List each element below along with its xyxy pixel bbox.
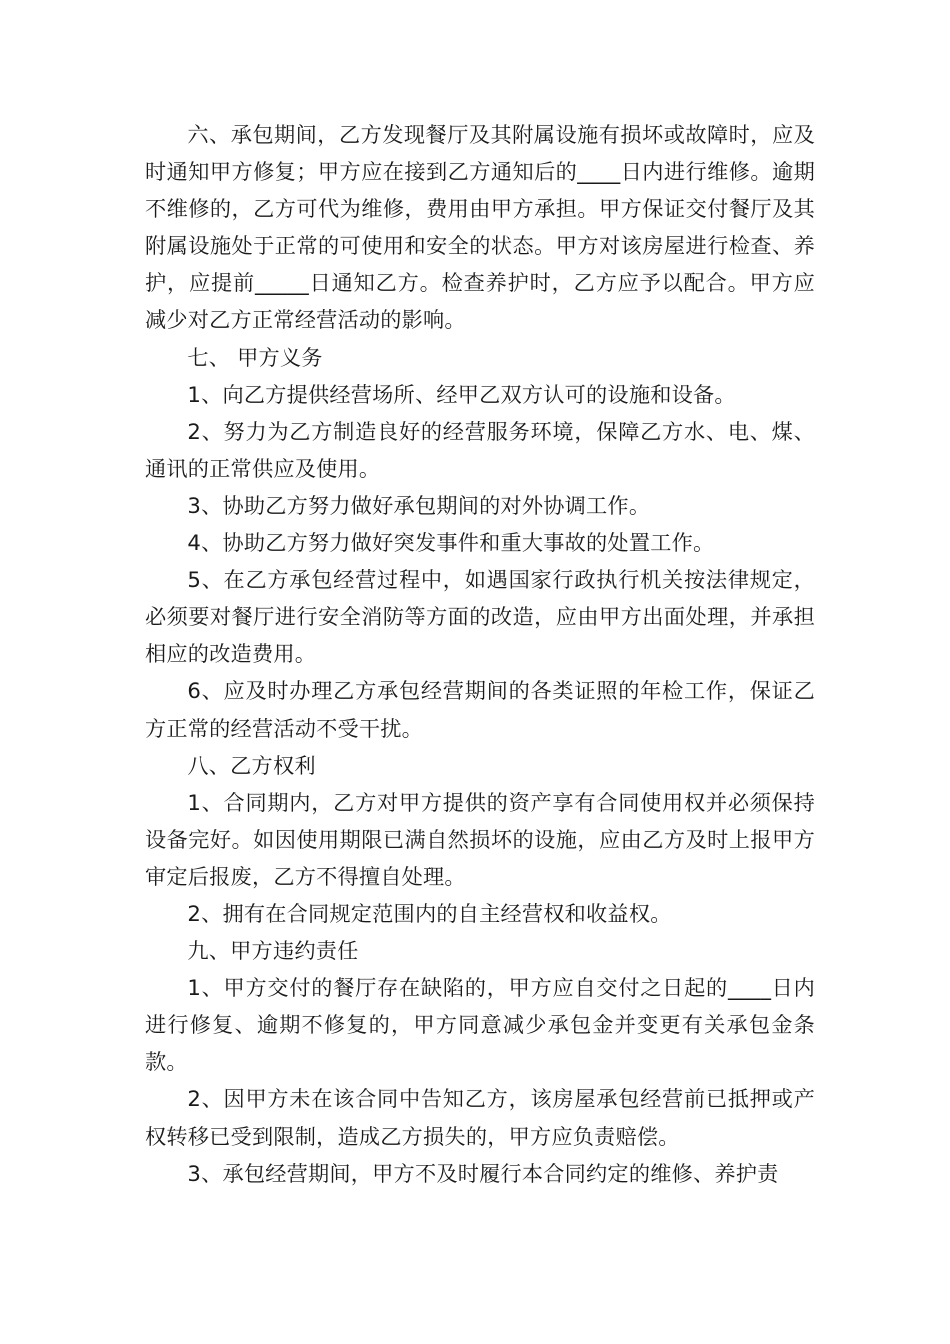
paragraph-obligation-4: 4、协助乙方努力做好突发事件和重大事故的处置工作。 [187,530,715,556]
paragraph-right-1: 1、合同期内，乙方对甲方提供的资产享有合同使用权并必须保持设备完好。如因使用期限已满自然损坏的设施，应由乙方及时上报甲方审定后报废，乙方不得擅自处理。 [145,789,815,889]
section-heading-8: 八、乙方权利 [187,752,316,778]
paragraph-liability-1: 1、甲方交付的餐厅存在缺陷的，甲方应自交付之日起的____日内进行修复、逾期不修复的，甲方同意减少承包金并变更有关承包金条款。 [145,975,815,1075]
section-heading-9: 九、甲方违约责任 [187,938,359,964]
paragraph-obligation-3: 3、协助乙方努力做好承包期间的对外协调工作。 [187,492,651,518]
paragraph-obligation-2: 2、努力为乙方制造良好的经营服务环境，保障乙方水、电、煤、通讯的正常供应及使用。 [145,418,815,481]
document-body [145,116,815,1192]
paragraph-obligation-6: 6、应及时办理乙方承包经营期间的各类证照的年检工作，保证乙方正常的经营活动不受干扰。 [145,678,815,741]
paragraph-obligation-1: 1、向乙方提供经营场所、经甲乙双方认可的设施和设备。 [187,381,736,407]
paragraph-repair-clause-6: 六、承包期间，乙方发现餐厅及其附属设施有损坏或故障时，应及时通知甲方修复；甲方应在接到乙方通知后的____日内进行维修。逾期不维修的，乙方可代为维修，费用由甲方承担。甲方保证交付餐厅及其附属设施处于正常的可使用和安全的状态。甲方对该房屋进行检查、养护，应提前_____日通知乙方。检查养护时，乙方应予以配合。甲方应减少对乙方正常经营活动的影响。 [145,122,815,333]
paragraph-obligation-5: 5、在乙方承包经营过程中，如遇国家行政执行机关按法律规定，必须要对餐厅进行安全消防等方面的改造，应由甲方出面处理，并承担相应的改造费用。 [145,567,815,667]
paragraph-right-2: 2、拥有在合同规定范围内的自主经营权和收益权。 [187,900,672,926]
paragraph-liability-3: 3、承包经营期间，甲方不及时履行本合同约定的维修、养护责 [187,1160,779,1186]
section-heading-7: 七、 甲方义务 [187,344,323,370]
paragraph-liability-2: 2、因甲方未在该合同中告知乙方，该房屋承包经营前已抵押或产权转移已受到限制，造成乙方损失的，甲方应负责赔偿。 [145,1086,815,1149]
